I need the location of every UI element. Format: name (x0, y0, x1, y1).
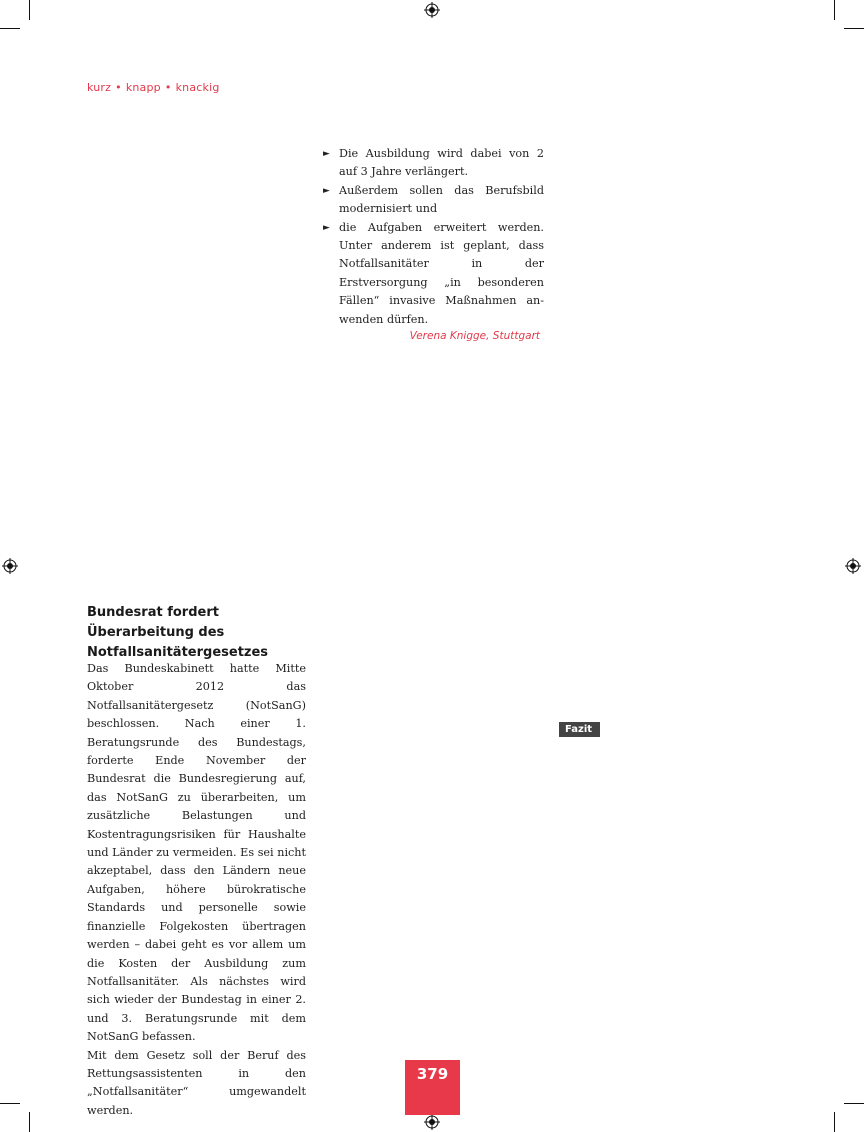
list-item (322, 182, 544, 219)
bullet-marker-icon: ► (323, 222, 330, 233)
header-item: kurz (87, 81, 112, 94)
crop-mark (29, 1112, 30, 1132)
article-body (87, 660, 306, 1120)
list-item-text: die Aufgaben erweitert werden. Unter anderem ist geplant, dass Notfallsanitäter in der Erstversorgung „in besonderen Fällen“ invasive Maßnahmen anwenden dürfen. (339, 220, 544, 326)
list-item (322, 219, 544, 329)
crop-mark (29, 0, 30, 20)
article-paragraph: Mit dem Gesetz soll der Beruf des Rettungsassistenten in den „Notfallsanitäter“ umgewandelt werden. (87, 1048, 306, 1117)
article-heading: Bundesrat fordert Überarbeitung des Notfallsanitätergesetzes (87, 605, 269, 660)
fazit-label: Fazit (559, 722, 600, 737)
bullet-marker-icon: ► (323, 149, 330, 159)
registration-mark-icon (424, 1114, 440, 1130)
registration-mark-icon (2, 558, 18, 574)
crop-mark (834, 1112, 835, 1132)
page-number: 379 (405, 1060, 460, 1115)
list-item-text: Außerdem sollen das Berufsbild modernisiert und (339, 183, 544, 216)
crop-mark (834, 0, 835, 20)
crop-mark (0, 28, 20, 29)
header-separator: • (115, 81, 122, 94)
header-item: knackig (175, 81, 220, 94)
article-paragraph: Das Bundeskabinett hatte Mitte Oktober 2012 das Notfallsanitätergesetz (NotSanG) beschlossen. Nach einer 1. Beratungsrunde des Bundestags, forderte Ende November der Bundesrat die Bundesregierung auf, das NotSanG zu überarbeiten, um zusätzliche Belastungen und Kostentragungsrisiken für Haushalte und Länder zu vermeiden. Es sei nicht akzeptabel, dass den Ländern neue Aufgaben, höhere bürokratische Standards und personelle sowie finanzielle Folgekosten übertragen werden – dabei geht es vor allem um die Kosten der Ausbildung zum Notfallsanitäter. Als nächstes wird sich wieder der Bundestag in einer 2. und 3. Beratungsrunde mit dem NotSanG befassen. (87, 662, 306, 1044)
header-item: knapp (125, 81, 161, 94)
crop-mark (844, 28, 864, 29)
list-item (322, 145, 544, 182)
bullet-list (322, 145, 544, 329)
header-separator: • (164, 81, 172, 94)
crop-mark (0, 1103, 20, 1104)
registration-mark-icon (845, 558, 861, 574)
crop-mark (844, 1103, 864, 1104)
list-item-text: Die Ausbildung wird dabei von 2 auf 3 Jahre verlängert. (339, 147, 544, 179)
bullet-marker-icon: ► (323, 185, 330, 196)
registration-mark-icon (424, 2, 440, 18)
author-credit: Verena Knigge, Stuttgart (409, 330, 540, 342)
running-header (87, 81, 220, 94)
